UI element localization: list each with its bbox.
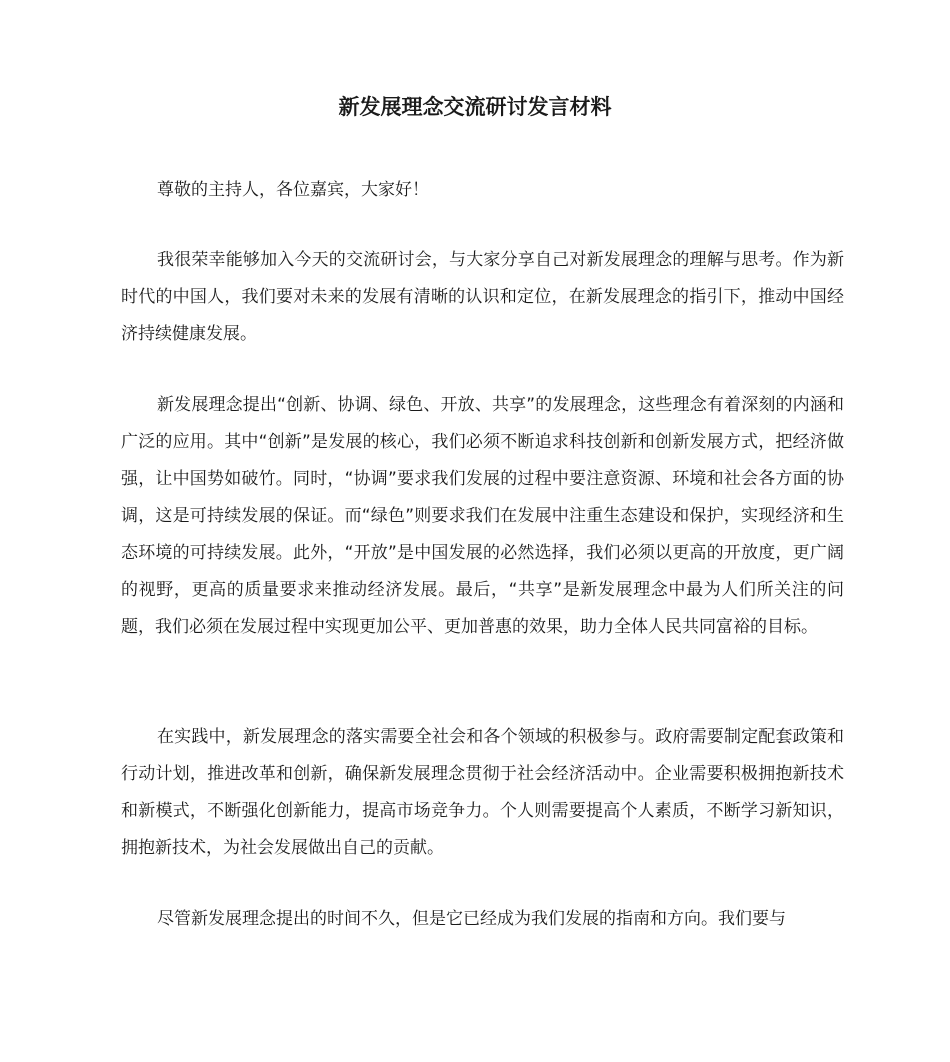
paragraph-conclusion: 尽管新发展理念提出的时间不久，但是它已经成为我们发展的指南和方向。我们要与 <box>157 909 786 929</box>
paragraph-practice: 在实践中，新发展理念的落实需要全社会和各个领域的积极参与。政府需要制定配套政策和行动计划，推进改革和创新，确保新发展理念贯彻于社会经济活动中。企业需要积极拥抱新技术和新模式，不断强化创新能力，提高市场竞争力。个人则需要提高个人素质，不断学习新知识，拥抱新技术，为社会发展做出自己的贡献。 <box>121 727 844 858</box>
document-title: 新发展理念交流研讨发言材料 <box>338 95 612 119</box>
greeting-paragraph: 尊敬的主持人，各位嘉宾，大家好！ <box>157 180 429 200</box>
paragraph-concepts: 新发展理念提出“创新、协调、绿色、开放、共享”的发展理念，这些理念有着深刻的内涵和广泛的应用。其中“创新”是发展的核心，我们必须不断追求科技创新和创新发展方式，把经济做强，让中国势如破竹。同时，“协调”要求我们发展的过程中要注意资源、环境和社会各方面的协调，这是可持续发展的保证。而“绿色”则要求我们在发展中注重生态建设和保护，实现经济和生态环境的可持续发展。此外，“开放”是中国发展的必然选择，我们必须以更高的开放度，更广阔的视野，更高的质量要求来推动经济发展。最后，“共享”是新发展理念中最为人们所关注的问题，我们必须在发展过程中实现更加公平、更加普惠的效果，助力全体人民共同富裕的目标。 <box>121 395 844 637</box>
paragraph-intro: 我很荣幸能够加入今天的交流研讨会，与大家分享自己对新发展理念的理解与思考。作为新时代的中国人，我们要对未来的发展有清晰的认识和定位，在新发展理念的指引下，推动中国经济持续健康发展。 <box>121 250 844 344</box>
